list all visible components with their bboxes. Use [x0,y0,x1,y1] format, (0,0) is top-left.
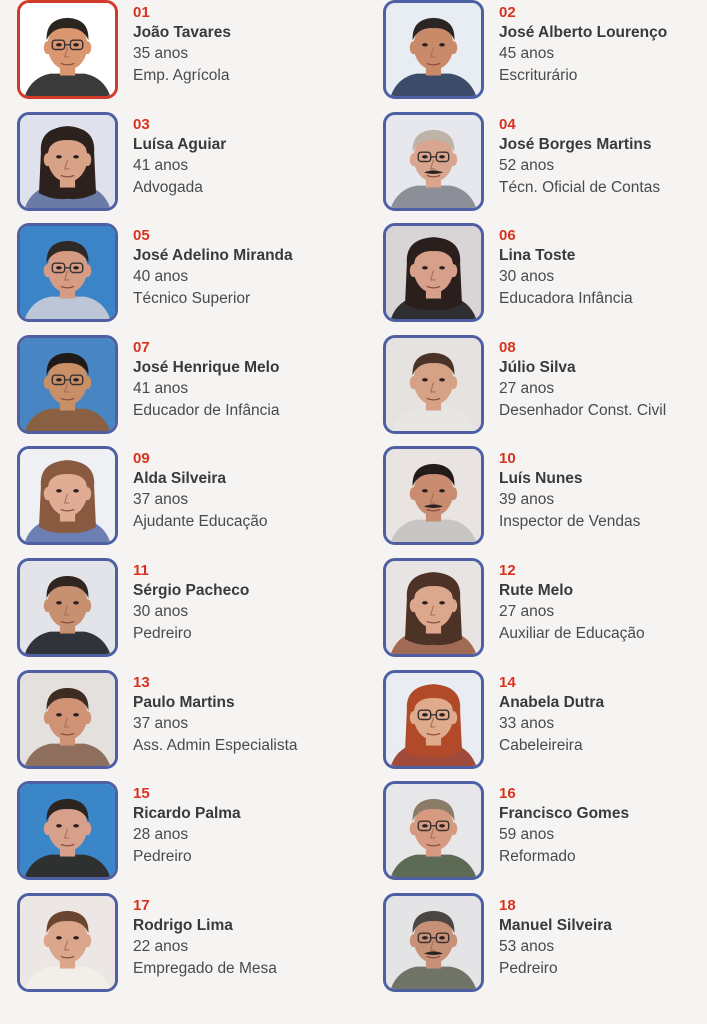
candidate-info [133,226,293,310]
candidate-number: 10 [499,450,516,467]
candidate-info [499,226,633,310]
candidate-age: 35 anos [133,45,189,62]
candidate-occupation: Técnico Superior [133,290,251,307]
candidate-age: 28 anos [133,826,189,843]
candidate-name: Júlio Silva [499,359,576,376]
candidate-card [17,670,357,778]
candidate-name: João Tavares [133,24,231,41]
candidate-card [17,446,357,554]
candidate-card [17,335,357,443]
candidate-name: José Alberto Lourenço [499,24,668,41]
candidate-photo [17,112,118,211]
candidate-age: 41 anos [133,380,189,397]
candidate-photo [383,670,484,769]
candidate-occupation: Escriturário [499,67,578,84]
candidate-age: 30 anos [499,268,555,285]
candidate-photo [383,893,484,992]
candidate-occupation: Emp. Agrícola [133,67,230,84]
candidate-number: 01 [133,4,150,21]
candidate-age: 53 anos [499,938,555,955]
candidate-name: José Henrique Melo [133,359,280,376]
candidate-card [383,223,707,331]
candidate-age: 27 anos [499,380,555,397]
candidate-occupation: Reformado [499,848,576,865]
candidate-card [383,112,707,220]
candidate-photo [17,558,118,657]
candidate-photo [17,0,118,99]
candidate-number: 03 [133,116,150,133]
candidate-card [17,558,357,666]
candidate-photo [17,223,118,322]
candidate-number: 11 [133,562,149,579]
candidate-name: Anabela Dutra [499,694,605,711]
candidate-photo [17,335,118,434]
candidate-name: Luís Nunes [499,470,583,487]
candidate-occupation: Cabeleireira [499,737,583,754]
candidate-card [17,893,357,1001]
candidate-card [383,781,707,889]
candidate-occupation: Pedreiro [499,960,558,977]
candidate-occupation: Auxiliar de Educação [499,625,645,642]
candidate-photo [383,0,484,99]
candidate-number: 15 [133,785,150,802]
candidate-name: Sérgio Pacheco [133,582,250,599]
candidate-photo [383,335,484,434]
candidate-number: 08 [499,339,516,356]
candidate-age: 41 anos [133,157,189,174]
candidate-info [499,449,640,533]
candidate-name: Ricardo Palma [133,805,241,822]
candidate-card [17,781,357,889]
candidate-occupation: Pedreiro [133,625,192,642]
candidate-number: 17 [133,897,150,914]
candidate-age: 39 anos [499,491,555,508]
candidate-photo [383,112,484,211]
candidate-name: Lina Toste [499,247,576,264]
candidate-age: 22 anos [133,938,189,955]
candidate-info [133,3,231,87]
candidate-info [133,115,226,199]
candidate-age: 59 anos [499,826,555,843]
candidate-photo [17,781,118,880]
candidate-name: Paulo Martins [133,694,235,711]
candidate-info [133,784,241,868]
candidate-age: 40 anos [133,268,189,285]
candidate-number: 14 [499,674,516,691]
candidate-occupation: Advogada [133,179,203,196]
candidate-photo [383,446,484,545]
candidate-info [499,784,629,868]
candidate-card [383,670,707,778]
candidate-number: 18 [499,897,516,914]
candidate-photo [383,558,484,657]
candidate-age: 27 anos [499,603,555,620]
candidate-number: 04 [499,116,516,133]
candidate-name: José Adelino Miranda [133,247,293,264]
candidate-occupation: Técn. Oficial de Contas [499,179,661,196]
candidate-photo [17,446,118,545]
candidate-occupation: Empregado de Mesa [133,960,277,977]
candidate-number: 09 [133,450,150,467]
candidate-card [17,223,357,331]
candidate-info [133,338,280,422]
candidate-info [499,673,604,757]
candidate-info [499,115,660,199]
candidate-card [17,112,357,220]
candidate-name: Luísa Aguiar [133,136,227,153]
candidate-info [499,896,612,980]
candidate-info [133,449,267,533]
candidate-age: 33 anos [499,715,555,732]
candidate-number: 05 [133,227,150,244]
candidate-age: 30 anos [133,603,189,620]
candidate-info [133,561,249,645]
candidate-number: 06 [499,227,516,244]
candidate-card [17,0,357,108]
candidate-name: Rute Melo [499,582,574,599]
candidate-info [133,673,298,757]
candidate-info [499,338,666,422]
candidate-occupation: Inspector de Vendas [499,513,641,530]
candidate-age: 45 anos [499,45,555,62]
candidate-info [133,896,277,980]
candidate-card [383,893,707,1001]
candidate-number: 07 [133,339,150,356]
candidate-occupation: Ajudante Educação [133,513,268,530]
candidate-info [499,3,667,87]
candidate-age: 37 anos [133,715,189,732]
candidate-photo [383,781,484,880]
candidate-number: 13 [133,674,150,691]
candidate-name: Alda Silveira [133,470,227,487]
candidate-age: 52 anos [499,157,555,174]
candidate-occupation: Educadora Infância [499,290,633,307]
candidate-name: Rodrigo Lima [133,917,233,934]
candidate-photo [17,893,118,992]
candidate-occupation: Educador de Infância [133,402,280,419]
candidate-age: 37 anos [133,491,189,508]
candidate-card [383,335,707,443]
candidate-card [383,0,707,108]
candidate-card [383,446,707,554]
candidate-photo [17,670,118,769]
candidate-info [499,561,645,645]
candidate-number: 02 [499,4,516,21]
candidate-photo [383,223,484,322]
candidate-card [383,558,707,666]
candidate-occupation: Desenhador Const. Civil [499,402,667,419]
candidate-name: Manuel Silveira [499,917,612,934]
candidate-occupation: Pedreiro [133,848,192,865]
candidate-name: Francisco Gomes [499,805,630,822]
candidate-occupation: Ass. Admin Especialista [133,737,298,754]
candidate-number: 16 [499,785,516,802]
candidate-number: 12 [499,562,516,579]
candidate-name: José Borges Martins [499,136,652,153]
